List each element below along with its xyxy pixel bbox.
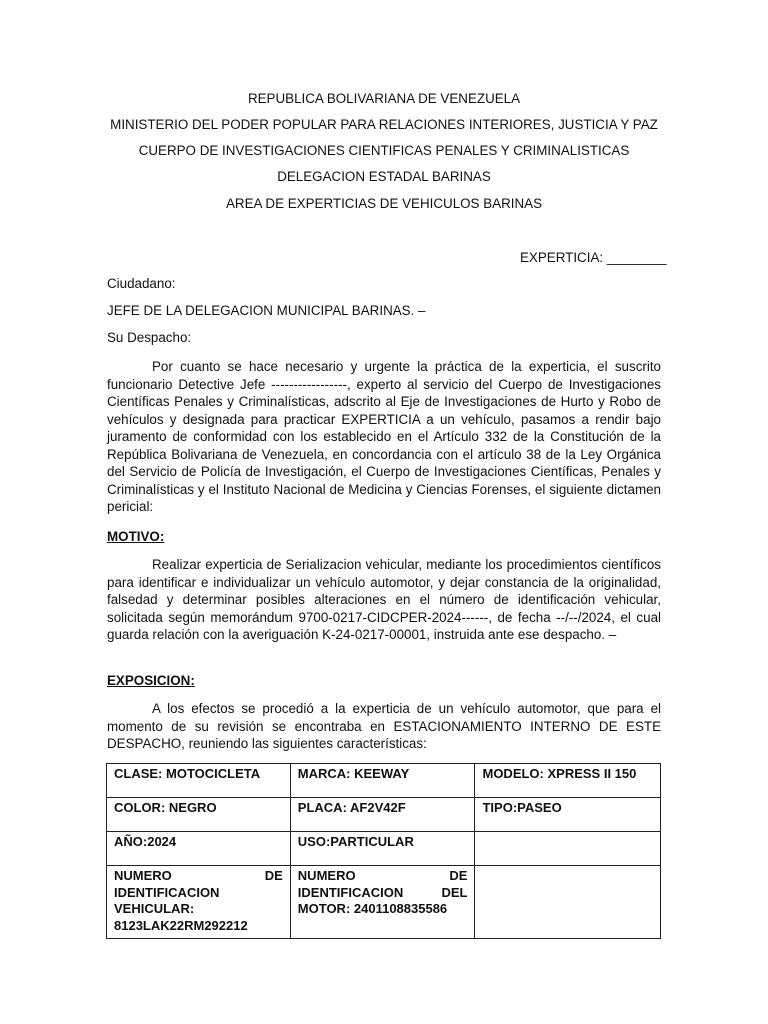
salutation: Ciudadano: [107, 276, 176, 291]
motivo-paragraph: Realizar experticia de Serializacion vehicular, mediante los procedimientos científicos para identificar e individualizar un vehículo automotor, y dejar constancia de la originalidad, falsedad y determinar posibles alteraciones en el número de identificación vehicular, solicitada según memorándum 9700-0217-CIDCPER-2024------, de fecha --/--/2024, el cual guarda relación con la averiguación K-24-0217-00001, instruida ante ese despacho. – [107, 557, 661, 642]
table-row [107, 764, 661, 798]
motivo-heading: MOTIVO: [107, 529, 165, 544]
vehicle-year-cell: AÑO:2024 [107, 832, 291, 866]
header-republic: REPUBLICA BOLIVARIANA DE VENEZUELA [247, 91, 521, 106]
vehicle-type-cell: TIPO:PASEO [475, 798, 661, 832]
exposicion-paragraph: A los efectos se procedió a la experticia de un vehículo automotor, que para el momento de su revisión se encontraba en ESTACIONAMIENTO INTERNO DE ESTE DESPACHO, reuniendo las siguientes características: [107, 701, 661, 751]
empty-cell [475, 866, 661, 939]
recipient-office: Su Despacho: [107, 330, 192, 345]
expertise-number-label: EXPERTICIA: ________ [520, 250, 667, 265]
empty-cell [475, 832, 661, 866]
engine-number-cell: NUMERO DE IDENTIFICACION DEL MOTOR: 2401108835586 [290, 866, 475, 939]
vehicle-plate-cell: PLACA: AF2V42F [290, 798, 475, 832]
vehicle-model-cell: MODELO: XPRESS II 150 [475, 764, 661, 798]
exposicion-heading: EXPOSICION: [107, 673, 195, 688]
header-delegation: DELEGACION ESTADAL BARINAS [277, 169, 491, 184]
vehicle-color-cell: COLOR: NEGRO [107, 798, 291, 832]
table-row [107, 798, 661, 832]
header-area: AREA DE EXPERTICIAS DE VEHICULOS BARINAS [225, 196, 542, 211]
vehicle-class-cell: CLASE: MOTOCICLETA [107, 764, 291, 798]
vehicle-characteristics-table [106, 763, 661, 939]
header-ministry: MINISTERIO DEL PODER POPULAR PARA RELACIONES INTERIORES, JUSTICIA Y PAZ [110, 117, 658, 132]
table-row [107, 832, 661, 866]
intro-paragraph: Por cuanto se hace necesario y urgente la práctica de la experticia, el suscrito funcionario Detective Jefe -----------------, experto al servicio del Cuerpo de Investigaciones Científicas Penales y Criminalísticas, adscrito al Eje de Investigaciones de Hurto y Robo de vehículos y designada para practicar EXPERTICIA a un vehículo, pasamos a rendir bajo juramento de conformidad con los establecido en el Artículo 332 de la Constitución de la República Bolivariana de Venezuela, en concordancia con el artículo 38 de la Ley Orgánica del Servicio de Policía de Investigación, el Cuerpo de Investigaciones Científicas, Penales y Criminalísticas y el Instituto Nacional de Medicina y Ciencias Forenses, el siguiente dictamen pericial: [107, 359, 661, 514]
vehicle-brand-cell: MARCA: KEEWAY [290, 764, 475, 798]
vin-cell: NUMERO DE IDENTIFICACION VEHICULAR: 8123LAK22RM292212 [107, 866, 291, 939]
recipient-title: JEFE DE LA DELEGACION MUNICIPAL BARINAS. – [107, 303, 426, 318]
header-cicpc: CUERPO DE INVESTIGACIONES CIENTIFICAS PENALES Y CRIMINALISTICAS [138, 143, 630, 158]
vehicle-use-cell: USO:PARTICULAR [290, 832, 475, 866]
table-row [107, 866, 661, 939]
